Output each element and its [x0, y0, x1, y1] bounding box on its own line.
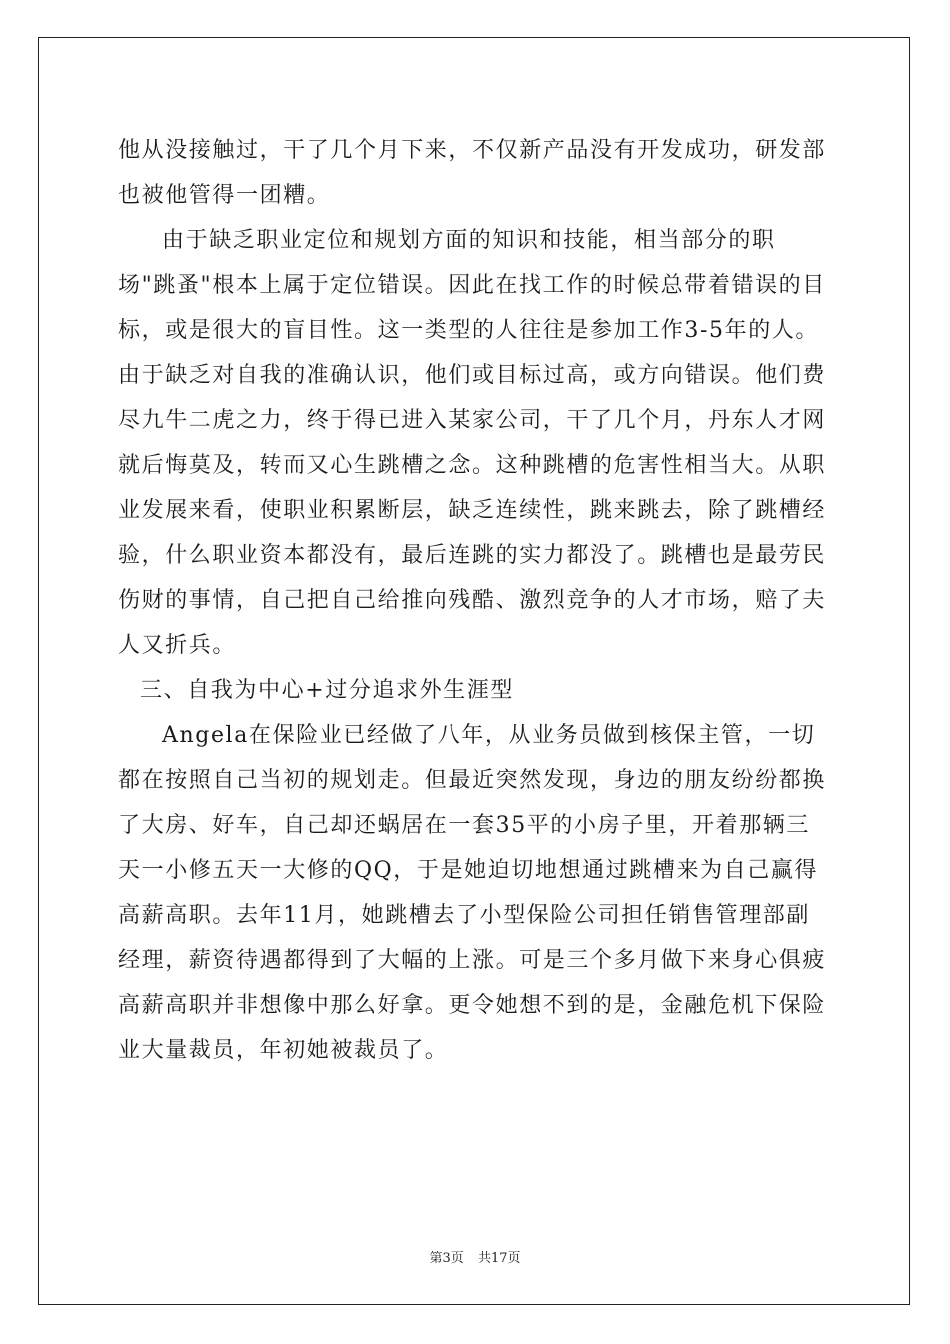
text-line: 人又折兵。	[118, 633, 237, 658]
text-line: 也被他管得一团糟。	[118, 183, 331, 208]
paragraph-angela	[118, 713, 834, 1073]
text-line: 尽九牛二虎之力，终于得已进入某家公司，干了几个月，丹东人才网	[118, 408, 827, 433]
text-line: 伤财的事情，自己把自己给推向残酷、激烈竞争的人才市场，赔了夫	[118, 588, 827, 613]
document-body	[118, 128, 834, 1073]
text-line: 都在按照自己当初的规划走。但最近突然发现，身边的朋友纷纷都换	[118, 768, 827, 793]
text-line: 了大房、好车，自己却还蜗居在一套35平的小房子里，开着那辆三	[118, 813, 810, 838]
page-footer	[0, 1247, 950, 1266]
page-number-current: 第3页	[429, 1251, 464, 1266]
text-line: 由于缺乏职业定位和规划方面的知识和技能，相当部分的职	[162, 228, 776, 253]
text-line: 高薪高职并非想像中那么好拿。更令她想不到的是，金融危机下保险	[118, 993, 827, 1018]
text-line: 高薪高职。去年11月，她跳槽去了小型保险公司担任销售管理部副	[118, 903, 810, 928]
paragraph-positioning-errors	[118, 218, 834, 668]
text-line: 业大量裁员，年初她被裁员了。	[118, 1038, 449, 1063]
text-line: 验，什么职业资本都没有，最后连跳的实力都没了。跳槽也是最劳民	[118, 543, 827, 568]
text-line: 业发展来看，使职业积累断层，缺乏连续性，跳来跳去，除了跳槽经	[118, 498, 827, 523]
text-line: 就后悔莫及，转而又心生跳槽之念。这种跳槽的危害性相当大。从职	[118, 453, 827, 478]
section-heading	[118, 668, 834, 713]
text-line: 他从没接触过，干了几个月下来，不仅新产品没有开发成功，研发部	[118, 138, 827, 163]
text-line: Angela在保险业已经做了八年，从业务员做到核保主管，一切	[162, 723, 816, 748]
text-line: 经理，薪资待遇都得到了大幅的上涨。可是三个多月做下来身心俱疲	[118, 948, 827, 973]
text-line: 场"跳蚤"根本上属于定位错误。因此在找工作的时候总带着错误的目	[118, 273, 826, 298]
paragraph-continued	[118, 128, 834, 218]
text-line: 天一小修五天一大修的QQ，于是她迫切地想通过跳槽来为自己赢得	[118, 858, 819, 883]
heading-line: 三、自我为中心+过分追求外生涯型	[140, 678, 515, 703]
text-line: 标，或是很大的盲目性。这一类型的人往往是参加工作3-5年的人。	[118, 318, 820, 343]
text-line: 由于缺乏对自我的准确认识，他们或目标过高，或方向错误。他们费	[118, 363, 827, 388]
page-number-total: 共17页	[477, 1251, 521, 1266]
